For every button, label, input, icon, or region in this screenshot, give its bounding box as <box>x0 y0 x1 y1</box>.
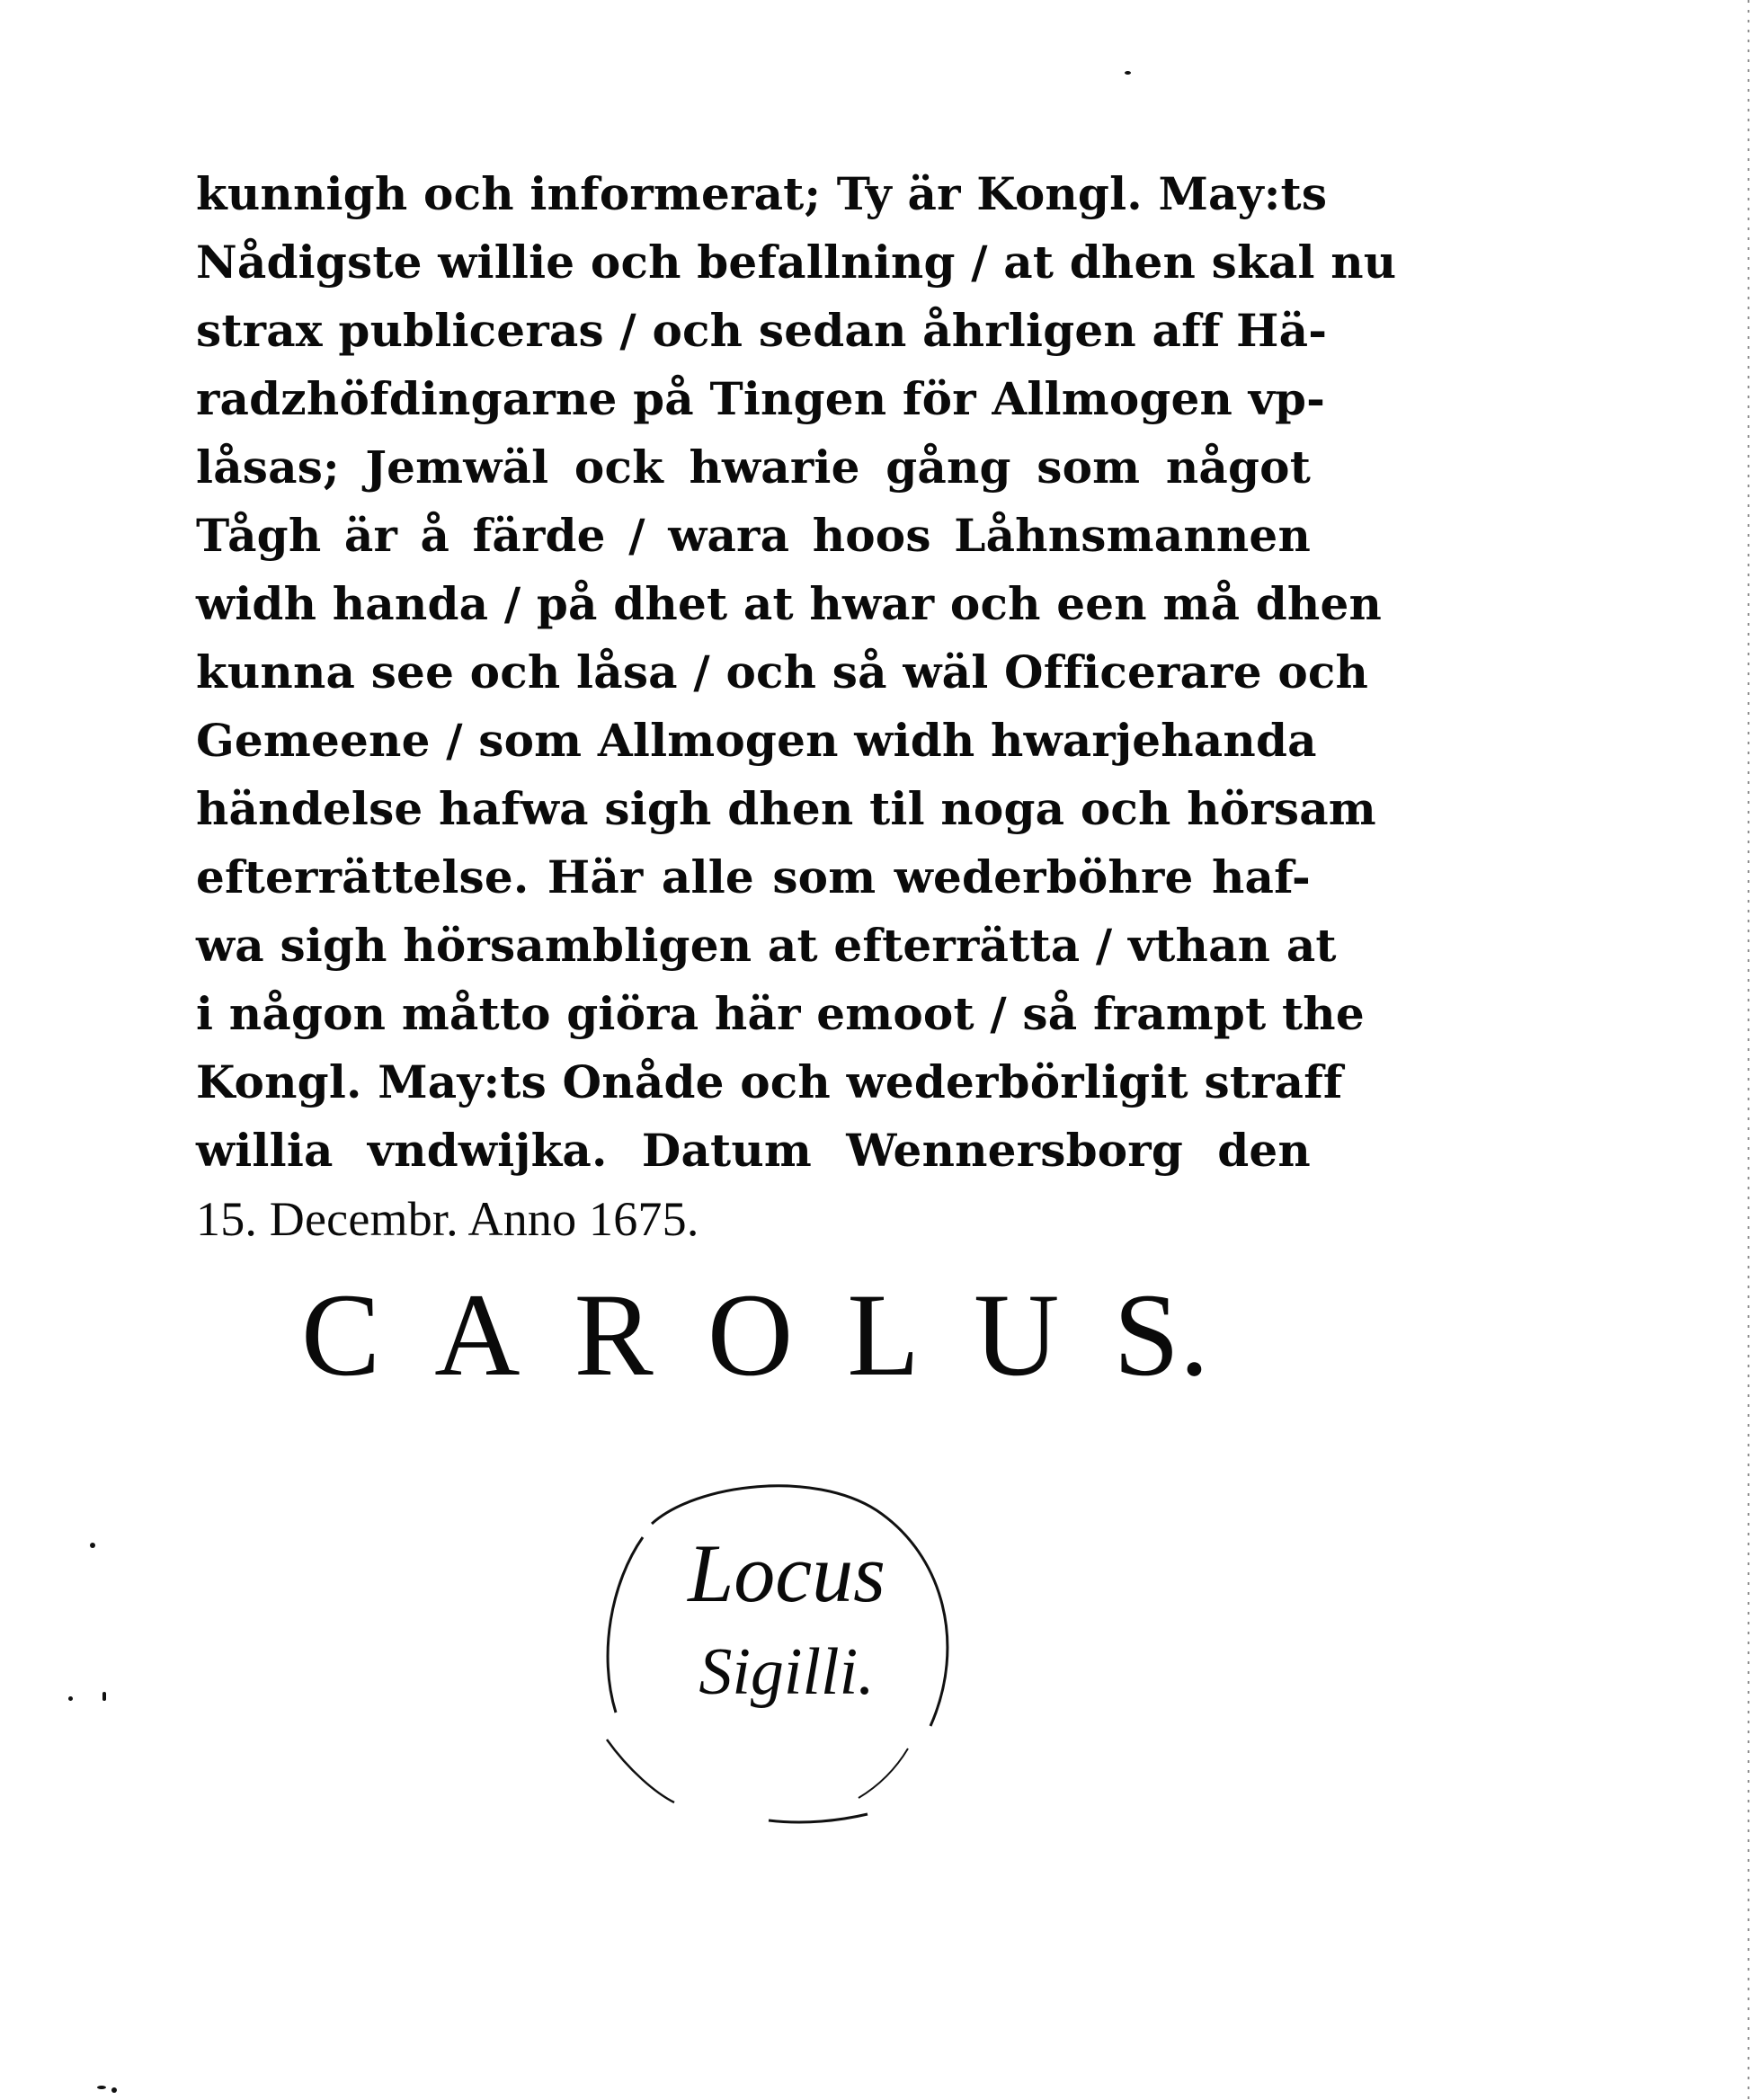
signature-letter: C <box>301 1268 381 1401</box>
text-line: Tågh är å färde / wara hoos Låhnsmannen <box>196 509 1311 562</box>
date-line: 15. Decembr. Anno 1675. <box>196 1192 699 1246</box>
signature-letter: R <box>574 1268 654 1401</box>
text-line: widh handa / på dhet at hwar och een må dhen <box>196 577 1383 630</box>
text-line: händelse hafwa sigh dhen til noga och hörsam <box>196 782 1376 835</box>
seal-text-sigilli: Sigilli. <box>699 1635 875 1709</box>
signature-letter: S. <box>1113 1268 1209 1401</box>
decree-text <box>196 160 1397 1253</box>
text-line: kunnigh och informerat; Ty är Kongl. May:ts <box>196 167 1328 220</box>
speck <box>111 2087 117 2093</box>
text-line: willia vndwijka. Datum Wennersborg den <box>196 1124 1311 1177</box>
text-line: wa sigh hörsambligen at efterrätta / vthan at <box>196 919 1337 972</box>
text-line: radzhöfdingarne på Tingen för Allmogen vp- <box>196 372 1326 425</box>
speck <box>90 1543 95 1548</box>
signature-letter: O <box>707 1268 794 1401</box>
text-line: Kongl. May:ts Onåde och wederbörligit straff <box>196 1055 1343 1108</box>
royal-signature <box>301 1268 1209 1402</box>
text-line: efterrättelse. Här alle som wederböhre haf- <box>196 850 1311 903</box>
signature-letter: U <box>974 1268 1060 1401</box>
signature-letter: L <box>847 1268 920 1401</box>
speck <box>97 2086 106 2089</box>
text-line: strax publiceras / och sedan åhrligen aff Hä- <box>196 304 1328 357</box>
text-line: låsas; Jemwäl ock hwarie gång som något <box>196 440 1311 494</box>
seal-placeholder <box>589 1474 966 1834</box>
speck <box>1125 71 1131 75</box>
page-edge <box>1748 0 1749 2100</box>
speck <box>102 1692 106 1701</box>
signature-letter: A <box>434 1268 521 1401</box>
text-line: Gemeene / som Allmogen widh hwarjehanda <box>196 714 1317 767</box>
text-line: Nådigste willie och befallning / at dhen skal nu <box>196 236 1397 289</box>
speck <box>68 1696 73 1701</box>
text-line: i någon måtto giöra här emoot / så frampt the <box>196 987 1365 1040</box>
text-line: kunna see och låsa / och så wäl Officerare och <box>196 645 1369 699</box>
seal-text-locus: Locus <box>688 1527 885 1619</box>
